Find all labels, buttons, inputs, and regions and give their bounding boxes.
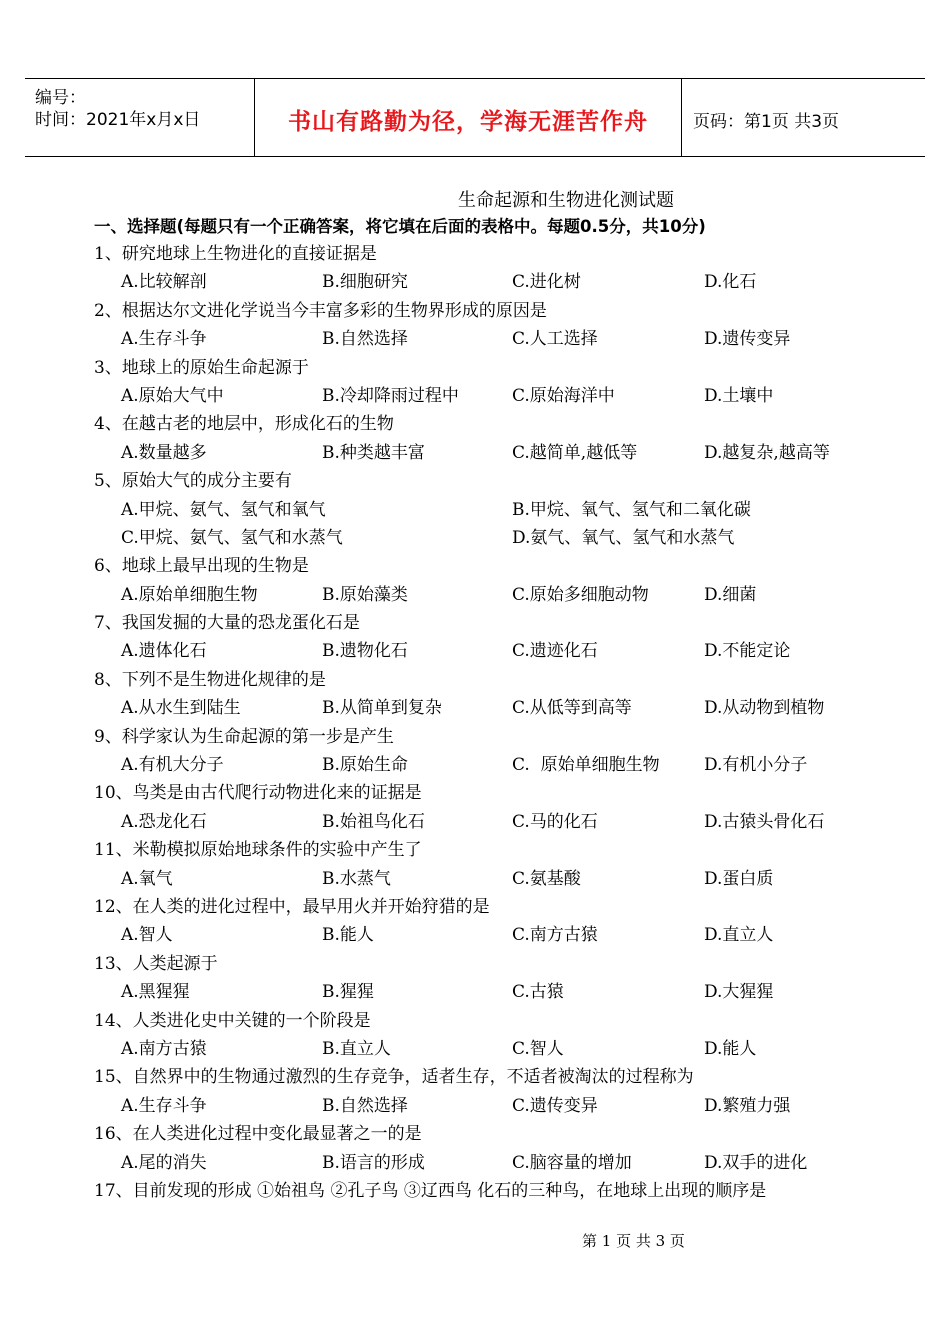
option-b: B.自然选择 xyxy=(322,1095,408,1116)
option-a: A.生存斗争 xyxy=(121,329,207,350)
question-9 xyxy=(94,723,874,780)
option-c: C. 原始单细胞生物 xyxy=(512,755,660,776)
question-stem: 4、在越古老的地层中，形成化石的生物 xyxy=(94,414,394,435)
option-c: C.甲烷、氨气、氢气和水蒸气 xyxy=(121,527,343,548)
question-12 xyxy=(94,893,874,950)
option-c: C.氨基酸 xyxy=(512,868,581,889)
option-b: B.从简单到复杂 xyxy=(322,698,442,719)
option-a: A.智人 xyxy=(121,925,173,946)
option-row xyxy=(94,751,874,779)
option-b: B.语言的形成 xyxy=(322,1152,425,1173)
option-d: D.双手的进化 xyxy=(704,1152,808,1173)
option-row xyxy=(94,268,874,296)
option-a: A.甲烷、氨气、氢气和氧气 xyxy=(121,499,326,520)
question-10 xyxy=(94,779,874,836)
option-row xyxy=(94,808,874,836)
question-16 xyxy=(94,1120,874,1177)
option-c: C.南方古猿 xyxy=(512,925,598,946)
question-8 xyxy=(94,666,874,723)
question-stem: 7、我国发掘的大量的恐龙蛋化石是 xyxy=(94,613,360,634)
question-stem: 15、自然界中的生物通过激烈的生存竞争，适者生存，不适者被淘汰的过程称为 xyxy=(94,1067,694,1088)
question-stem: 5、原始大气的成分主要有 xyxy=(94,471,292,492)
question-13 xyxy=(94,950,874,1007)
option-row xyxy=(94,1149,874,1177)
option-d: D.从动物到植物 xyxy=(704,698,825,719)
option-a: A.生存斗争 xyxy=(121,1095,207,1116)
question-stem: 1、研究地球上生物进化的直接证据是 xyxy=(94,244,377,264)
page-header xyxy=(25,78,925,157)
option-a: A.从水生到陆生 xyxy=(121,698,241,719)
option-d: D.细菌 xyxy=(704,584,757,605)
option-row xyxy=(94,1092,874,1120)
option-row xyxy=(94,382,874,410)
doc-number-label: 编号： xyxy=(35,88,86,108)
option-a: A.尾的消失 xyxy=(121,1152,207,1173)
option-b: B.原始生命 xyxy=(322,755,408,776)
question-stem: 2、根据达尔文进化学说当今丰富多彩的生物界形成的原因是 xyxy=(94,300,547,321)
question-15 xyxy=(94,1063,874,1120)
option-b: B.自然选择 xyxy=(322,329,408,350)
option-b: B.猩猩 xyxy=(322,982,374,1003)
question-stem: 6、地球上最早出现的生物是 xyxy=(94,556,309,577)
option-b: B.始祖鸟化石 xyxy=(322,811,425,832)
option-d: D.大猩猩 xyxy=(704,982,774,1003)
header-motto-cell xyxy=(254,79,682,156)
option-row xyxy=(94,325,874,353)
section-heading: 一、选择题(每题只有一个正确答案，将它填在后面的表格中。每题0.5分，共10分) xyxy=(94,217,706,236)
option-a: A.有机大分子 xyxy=(121,755,224,776)
page-info: 页码：第1页 共3页 xyxy=(693,112,840,132)
option-c: C.进化树 xyxy=(512,272,581,293)
question-stem: 8、下列不是生物进化规律的是 xyxy=(94,669,326,690)
option-d: D.越复杂,越高等 xyxy=(704,442,830,463)
option-d: D.土壤中 xyxy=(704,385,774,406)
option-b: B.直立人 xyxy=(322,1038,391,1059)
option-c: C.智人 xyxy=(512,1038,564,1059)
question-stem: 14、人类进化史中关键的一个阶段是 xyxy=(94,1010,371,1031)
option-row xyxy=(94,865,874,893)
option-row xyxy=(94,978,874,1006)
motto: 书山有路勤为径，学海无涯苦作舟 xyxy=(288,109,648,135)
doc-time-label: 时间：2021年x月x日 xyxy=(35,110,201,130)
option-a: A.原始大气中 xyxy=(121,385,224,406)
option-c: C.马的化石 xyxy=(512,811,598,832)
question-stem: 3、地球上的原始生命起源于 xyxy=(94,357,309,378)
question-7 xyxy=(94,609,874,666)
option-d: D.有机小分子 xyxy=(704,755,808,776)
option-c: C.遗传变异 xyxy=(512,1095,598,1116)
option-b: B.冷却降雨过程中 xyxy=(322,385,459,406)
option-a: A.比较解剖 xyxy=(121,272,207,293)
header-page-cell xyxy=(681,79,925,156)
question-14 xyxy=(94,1007,874,1064)
option-row xyxy=(94,524,874,552)
option-a: A.原始单细胞生物 xyxy=(121,584,258,605)
question-stem: 13、人类起源于 xyxy=(94,953,218,974)
option-a: A.南方古猿 xyxy=(121,1038,207,1059)
option-d: D.不能定论 xyxy=(704,641,791,662)
option-d: D.化石 xyxy=(704,272,757,293)
option-b: B.遗物化石 xyxy=(322,641,408,662)
option-d: D.直立人 xyxy=(704,925,774,946)
option-row xyxy=(94,921,874,949)
question-list xyxy=(94,240,874,1205)
option-row xyxy=(94,637,874,665)
option-c: C.人工选择 xyxy=(512,329,598,350)
page-footer: 第 1 页 共 3 页 xyxy=(582,1232,685,1250)
option-row xyxy=(94,496,874,524)
question-2 xyxy=(94,297,874,354)
question-stem: 12、在人类的进化过程中，最早用火并开始狩猎的是 xyxy=(94,896,490,917)
question-stem: 9、科学家认为生命起源的第一步是产生 xyxy=(94,726,394,747)
option-d: D.古猿头骨化石 xyxy=(704,811,825,832)
question-11 xyxy=(94,836,874,893)
question-3 xyxy=(94,354,874,411)
option-b: B.种类越丰富 xyxy=(322,442,425,463)
option-row xyxy=(94,1035,874,1063)
question-stem: 16、在人类进化过程中变化最显著之一的是 xyxy=(94,1124,422,1145)
option-a: A.黑猩猩 xyxy=(121,982,190,1003)
option-b: B.细胞研究 xyxy=(322,272,408,293)
option-d: D.遗传变异 xyxy=(704,329,791,350)
question-5 xyxy=(94,467,874,552)
option-c: C.遗迹化石 xyxy=(512,641,598,662)
option-a: A.遗体化石 xyxy=(121,641,207,662)
option-a: A.氧气 xyxy=(121,868,173,889)
option-a: A.恐龙化石 xyxy=(121,811,207,832)
option-d: D.能人 xyxy=(704,1038,757,1059)
option-b: B.水蒸气 xyxy=(322,868,391,889)
option-c: C.古猿 xyxy=(512,982,564,1003)
option-a: A.数量越多 xyxy=(121,442,207,463)
option-c: C.脑容量的增加 xyxy=(512,1152,632,1173)
option-d: D.蛋白质 xyxy=(704,868,774,889)
option-row xyxy=(94,439,874,467)
page-title: 生命起源和生物进化测试题 xyxy=(458,190,674,211)
option-c: C.原始多细胞动物 xyxy=(512,584,649,605)
option-b: B.原始藻类 xyxy=(322,584,408,605)
option-d: D.氨气、氧气、氢气和水蒸气 xyxy=(512,527,735,548)
question-stem: 10、鸟类是由古代爬行动物进化来的证据是 xyxy=(94,783,422,804)
option-d: D.繁殖力强 xyxy=(704,1095,791,1116)
option-row xyxy=(94,694,874,722)
question-17-stem: 17、目前发现的形成 ①始祖鸟 ②孔子鸟 ③辽西鸟 化石的三种鸟，在地球上出现的顺序是 xyxy=(94,1180,767,1201)
question-1 xyxy=(94,240,874,297)
question-4 xyxy=(94,410,874,467)
question-stem: 11、米勒模拟原始地球条件的实验中产生了 xyxy=(94,840,422,861)
option-b: B.甲烷、氧气、氢气和二氧化碳 xyxy=(512,499,751,520)
header-meta-cell xyxy=(25,79,254,156)
option-row xyxy=(94,581,874,609)
option-b: B.能人 xyxy=(322,925,374,946)
question-6 xyxy=(94,552,874,609)
option-c: C.原始海洋中 xyxy=(512,385,615,406)
option-c: C.从低等到高等 xyxy=(512,698,632,719)
option-c: C.越简单,越低等 xyxy=(512,442,638,463)
